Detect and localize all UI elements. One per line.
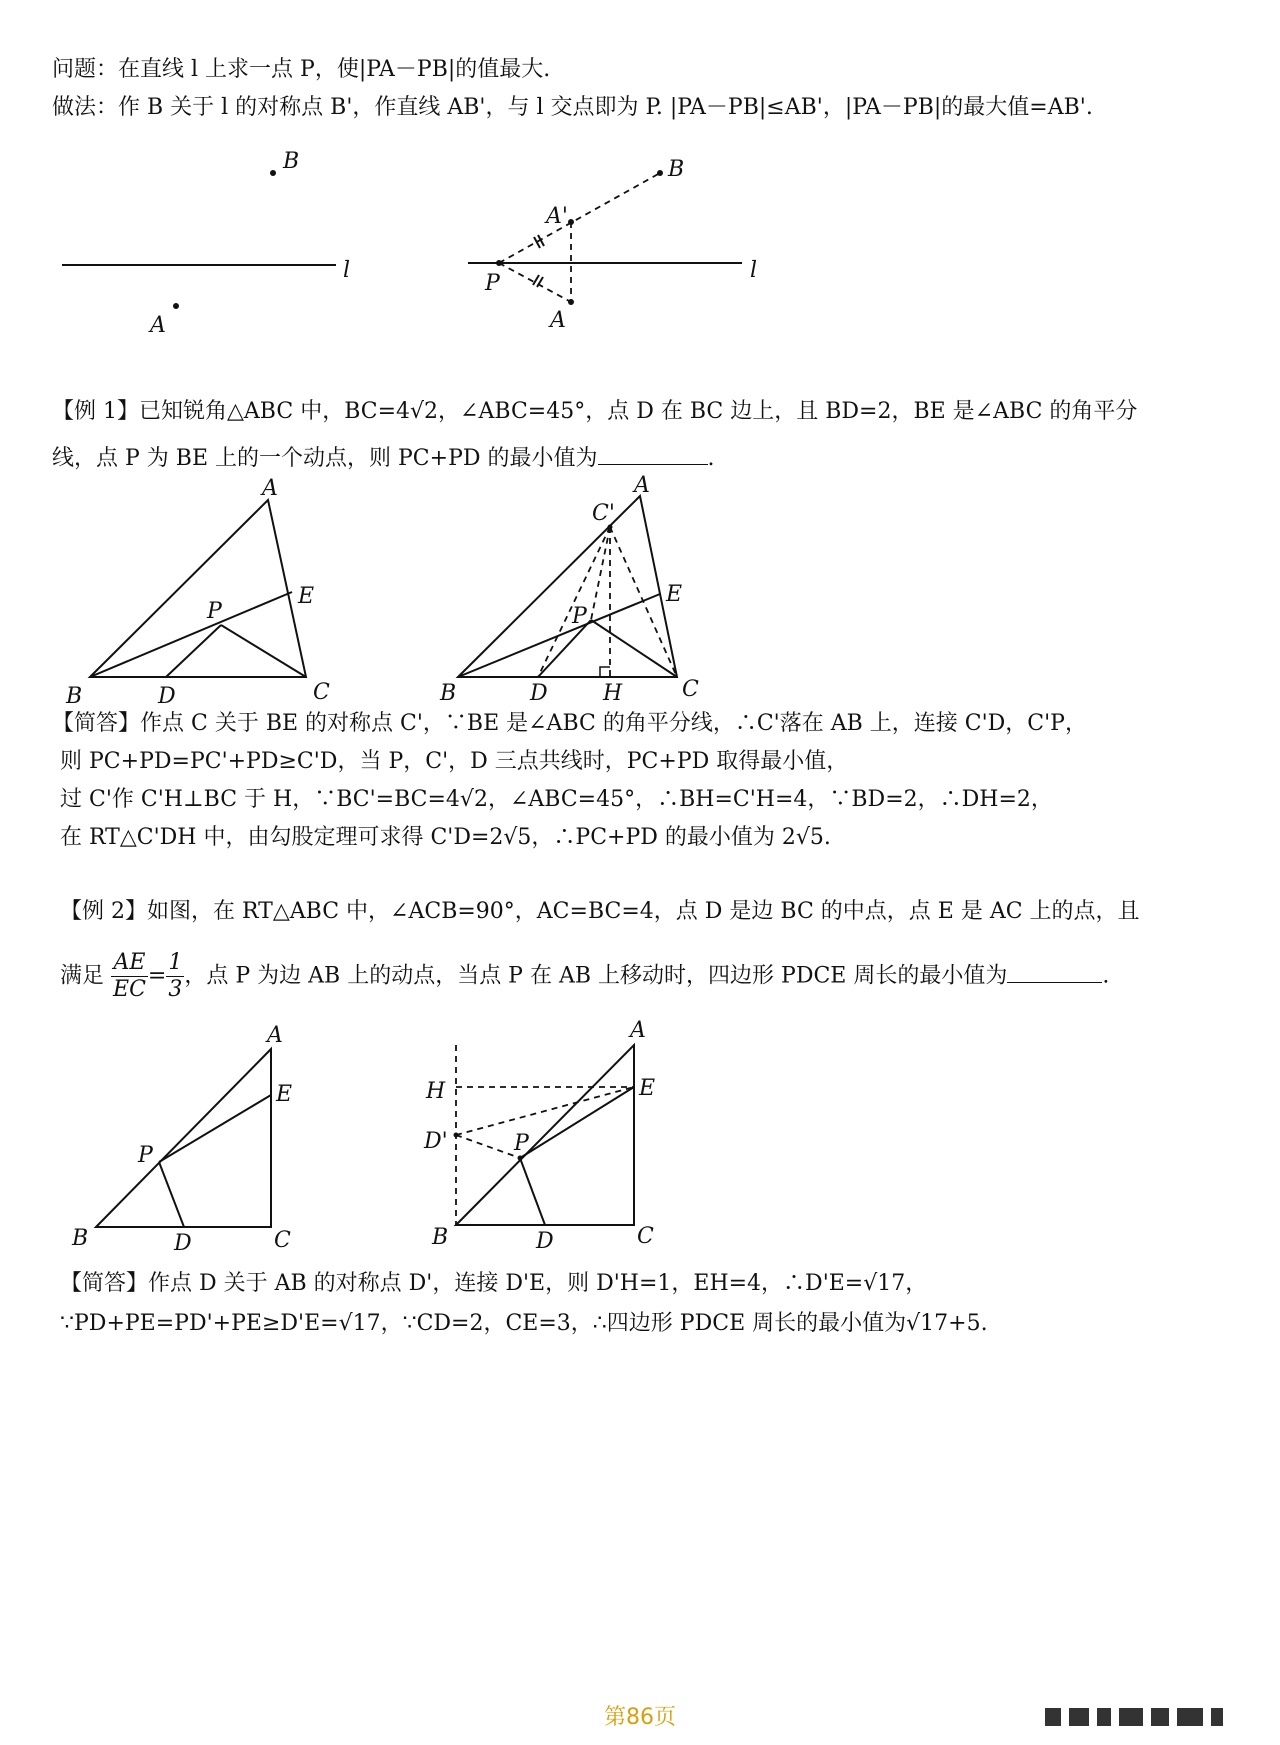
label-c: C bbox=[313, 680, 330, 705]
label-p: P bbox=[572, 604, 587, 629]
label-e: E bbox=[666, 582, 683, 607]
figure-reflection bbox=[440, 140, 820, 350]
segment-be bbox=[458, 594, 660, 677]
figure-example1-solution bbox=[420, 470, 740, 720]
label-b: B bbox=[66, 684, 83, 709]
label-p: P bbox=[485, 271, 500, 296]
example2-line1: 【例 2】如图，在 RT△ABC 中，∠ACB=90°，AC=BC=4，点 D 是边 BC 的中点，点 E 是 AC 上的点，且 bbox=[60, 899, 1140, 924]
example2-answer-2: ∵PD+PE=PD'+PE≥D'E=√17，∵CD=2，CE=3，∴四边形 PDCE 周长的最小值为√17+5. bbox=[60, 1311, 988, 1336]
example1-line2-end: . bbox=[707, 446, 715, 471]
triangle-abc bbox=[90, 500, 306, 677]
label-p: P bbox=[514, 1131, 529, 1156]
label-a: A bbox=[550, 308, 566, 333]
example1-answer-1: 【简答】作点 C 关于 BE 的对称点 C'，∵BE 是∠ABC 的角平分线，∴C'落在 AB 上，连接 C'D，C'P， bbox=[52, 711, 1087, 736]
dashed-line-pb bbox=[499, 173, 660, 263]
segment-pc bbox=[221, 625, 306, 677]
point-d-prime bbox=[454, 1133, 459, 1138]
label-l: l bbox=[343, 258, 351, 283]
example1-answer-3: 过 C'作 C'H⊥BC 于 H，∵BC'=BC=4√2，∠ABC=45°，∴BH=C'H=4，∵BD=2，∴DH=2， bbox=[60, 787, 1053, 812]
label-d: D bbox=[174, 1231, 192, 1256]
point-p bbox=[496, 260, 502, 266]
point-p bbox=[518, 1156, 523, 1161]
dashed-d-prime-p bbox=[456, 1135, 520, 1158]
example1-line2-text: 线，点 P 为 BE 上的一个动点，则 PC+PD 的最小值为 bbox=[52, 446, 598, 471]
label-h: H bbox=[603, 681, 623, 706]
label-a-prime: A' bbox=[546, 204, 568, 229]
label-a: A bbox=[630, 1018, 646, 1043]
label-c: C bbox=[682, 677, 699, 702]
label-a: A bbox=[150, 313, 166, 338]
label-c: C bbox=[274, 1228, 291, 1253]
label-e: E bbox=[298, 584, 315, 609]
figure-example2-triangle bbox=[0, 1020, 340, 1260]
triangle-abc bbox=[458, 496, 677, 677]
segment-pd bbox=[520, 1158, 545, 1225]
page-number: 第86页 bbox=[604, 1705, 676, 1730]
label-l: l bbox=[750, 258, 758, 283]
label-a: A bbox=[262, 476, 278, 501]
scan-artifact-bars bbox=[1045, 1708, 1245, 1726]
fraction-one-third: $\frac{1}{3}$ bbox=[168, 950, 183, 1002]
point-a bbox=[568, 299, 574, 305]
bar bbox=[1151, 1708, 1169, 1726]
bar bbox=[1211, 1708, 1223, 1726]
label-b: B bbox=[440, 681, 457, 706]
bar bbox=[1097, 1708, 1111, 1726]
bar bbox=[1119, 1708, 1143, 1726]
right-angle-mark bbox=[600, 667, 610, 677]
example2-line2-b: ，点 P 为边 AB 上的动点，当点 P 在 AB 上移动时，四边形 PDCE 周长的最小值为 bbox=[184, 963, 1008, 989]
label-e: E bbox=[276, 1082, 293, 1107]
label-d: D bbox=[536, 1229, 554, 1254]
example2-line2-a: 满足 bbox=[60, 963, 105, 989]
segment-pe bbox=[520, 1087, 634, 1158]
label-b: B bbox=[668, 157, 685, 182]
label-d: D bbox=[158, 684, 176, 709]
point-a-prime bbox=[568, 219, 574, 225]
figure-example1-triangle bbox=[0, 470, 400, 720]
example1-answer-2: 则 PC+PD=PC'+PD≥C'D，当 P，C'，D 三点共线时，PC+PD 取得最小值， bbox=[60, 749, 849, 774]
label-p: P bbox=[138, 1143, 153, 1168]
label-b: B bbox=[432, 1225, 449, 1250]
example2-line2 bbox=[60, 950, 1109, 1003]
question-text: 问题：在直线 l 上求一点 P，使|PA－PB|的值最大. bbox=[52, 57, 551, 82]
figure-example2-solution bbox=[420, 1020, 700, 1260]
label-d: D bbox=[530, 681, 548, 706]
dashed-c-prime-d bbox=[538, 527, 610, 677]
bar bbox=[1069, 1708, 1089, 1726]
segment-be bbox=[90, 592, 292, 677]
label-b: B bbox=[72, 1226, 89, 1251]
example1-answer-4: 在 RT△C'DH 中，由勾股定理可求得 C'D=2√5，∴PC+PD 的最小值为 2√5. bbox=[60, 825, 831, 850]
triangle-abc bbox=[456, 1045, 634, 1225]
segment-pd bbox=[159, 1162, 184, 1227]
example2-answer-1: 【简答】作点 D 关于 AB 的对称点 D'，连接 D'E，则 D'H=1，EH=4，∴D'E=√17， bbox=[60, 1271, 928, 1296]
method-text: 做法：作 B 关于 l 的对称点 B'，作直线 AB'，与 l 交点即为 P. |PA－PB|≤AB'，|PA－PB|的最大值=AB'. bbox=[52, 95, 1093, 120]
label-a: A bbox=[634, 473, 650, 498]
example2-line2-end: . bbox=[1102, 963, 1110, 989]
fraction-ae-ec: $\frac{AE}{EC}$ bbox=[113, 950, 146, 1002]
example1-line1: 【例 1】已知锐角△ABC 中，BC=4√2，∠ABC=45°，点 D 在 BC 边上，且 BD=2，BE 是∠ABC 的角平分 bbox=[52, 399, 1138, 424]
point-b bbox=[657, 170, 663, 176]
label-a: A bbox=[267, 1023, 283, 1048]
label-b: B bbox=[283, 149, 300, 174]
triangle-abc bbox=[96, 1049, 271, 1227]
bar bbox=[1045, 1708, 1061, 1726]
label-c: C bbox=[637, 1224, 654, 1249]
label-e: E bbox=[639, 1076, 656, 1101]
point-b bbox=[270, 170, 276, 176]
label-d-prime: D' bbox=[424, 1129, 448, 1154]
dashed-d-prime-e bbox=[456, 1087, 634, 1135]
figure-points-and-line bbox=[0, 140, 420, 360]
bar bbox=[1177, 1708, 1203, 1726]
equals-sign: = bbox=[147, 963, 167, 989]
answer-blank bbox=[1007, 960, 1102, 983]
label-h: H bbox=[426, 1079, 446, 1104]
label-c-prime: C' bbox=[592, 501, 615, 526]
answer-blank bbox=[598, 442, 708, 465]
point-a bbox=[173, 303, 179, 309]
label-p: P bbox=[207, 599, 222, 624]
